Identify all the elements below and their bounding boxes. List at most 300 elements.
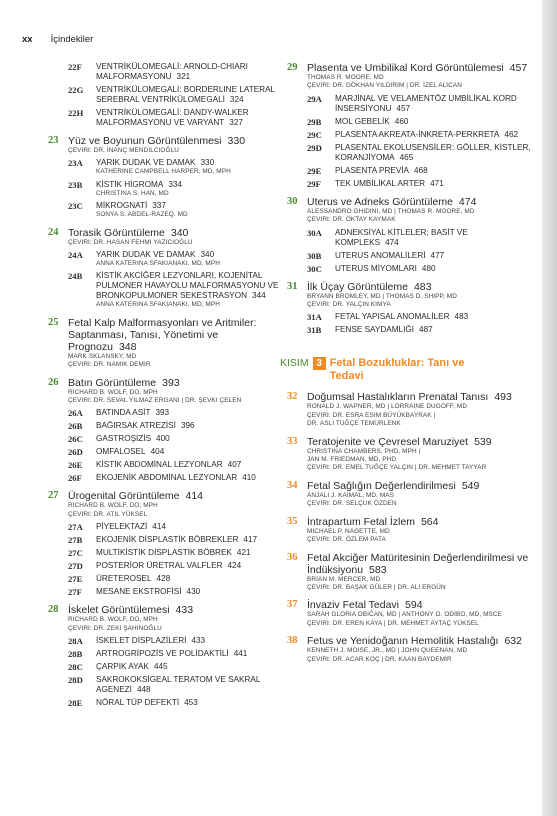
chapter-number-spacer xyxy=(48,62,68,128)
subchapter-author: SONYA S. ABDEL-RAZEQ, MD xyxy=(96,211,188,219)
subchapter-number: 27A xyxy=(68,522,83,533)
subchapter-number: 24B xyxy=(68,271,83,282)
subchapter-title: BAĞIRSAK ATREZİSİ 396 xyxy=(96,421,195,431)
chapter-entry xyxy=(48,490,288,597)
subchapter-title: ADNEKSİYAL KİTLELER; BASİT VE KOMPLEKS 474 xyxy=(335,227,468,247)
chapter-entry xyxy=(287,516,532,545)
subchapter-title: MİKROGNATİ 337 xyxy=(96,201,166,211)
chapter-title: Yüz ve Boyunun Görüntülenmesi 330 xyxy=(68,135,246,147)
subchapter-page: 477 xyxy=(430,250,445,260)
chapter-number: 33 xyxy=(287,435,298,447)
chapter-author: MICHAEL P. NAGETTE, MD xyxy=(307,527,390,535)
subchapter-page: 407 xyxy=(227,460,242,470)
chapter-number: 31 xyxy=(287,280,298,292)
subchapter-page: 487 xyxy=(419,325,433,335)
subchapter-entry xyxy=(68,62,288,82)
subchapter-title: BATINDA ASİT 393 xyxy=(96,408,170,418)
chapter-body xyxy=(307,635,532,664)
chapter-author: DR. ASLI TUĞÇE TEMÜRLENK xyxy=(307,420,401,428)
subchapter-entry xyxy=(68,250,288,268)
subchapter-page: 441 xyxy=(233,649,248,659)
subchapter-number: 29E xyxy=(307,165,322,176)
chapter-number: 30 xyxy=(287,195,298,207)
subchapter-title: PLASENTA PREVİA 468 xyxy=(335,165,428,175)
chapter-page: 340 xyxy=(170,226,189,239)
chapter-number: 28 xyxy=(48,604,59,616)
chapter-title: Doğumsal Hastalıkların Prenatal Tanısı 493 xyxy=(307,391,512,404)
chapter-body xyxy=(68,604,288,708)
chapter-page: 493 xyxy=(494,391,512,404)
page-header xyxy=(22,34,93,46)
subchapter-entry xyxy=(68,535,288,545)
chapter-author: ALESSANDRO GHIDINI, MD | THOMAS R. MOORE, MD xyxy=(307,207,475,215)
chapter-author: ANJALI J. KAIMAL, MD, MAS xyxy=(307,491,395,499)
subchapter-entry xyxy=(307,166,532,176)
chapter-number: 35 xyxy=(287,515,298,527)
subchapter-entry xyxy=(68,180,288,198)
subchapter-list xyxy=(68,250,288,310)
chapter-body xyxy=(307,516,532,545)
subchapter-page: 424 xyxy=(227,561,242,571)
subchapter-title: GASTROŞİZİS 400 xyxy=(96,434,170,444)
chapter-page: 539 xyxy=(474,435,492,448)
subchapter-entry xyxy=(68,636,288,646)
chapter-number: 34 xyxy=(287,479,298,491)
subchapter-author: ANNA KATERINA SFAKIANAKI, MD, MPH xyxy=(96,260,220,268)
chapter-page: 549 xyxy=(461,479,480,492)
subchapter-number: 27E xyxy=(68,574,83,585)
subchapter-number: 29B xyxy=(307,116,322,127)
subchapter-entry xyxy=(307,94,532,114)
chapter-title: Plasenta ve Umbilikal Kord Görüntülemesi 457 xyxy=(307,62,528,74)
subchapter-number: 23A xyxy=(68,158,83,169)
chapter-number: 29 xyxy=(287,62,298,73)
chapter-page: 393 xyxy=(162,376,180,389)
subchapter-body xyxy=(335,130,532,140)
subchapter-entry xyxy=(307,312,532,322)
subchapter-page: 344 xyxy=(252,291,266,301)
chapter-number: 25 xyxy=(48,316,59,328)
subchapter-body xyxy=(96,271,288,309)
chapter-author: ÇEVIRI: DR. İNANÇ MENDILCIOĞLU xyxy=(68,147,179,154)
chapter-title: Torasik Görüntüleme 340 xyxy=(68,226,189,239)
subchapter-page: 474 xyxy=(385,237,399,247)
subchapter-title: PLASENTA AKREATA-İNKRETA-PERKRETA 462 xyxy=(335,129,519,139)
subchapter-page: 453 xyxy=(184,698,198,708)
subchapter-number: 26B xyxy=(68,421,83,432)
chapter-page: 414 xyxy=(185,490,204,503)
subchapter-title: PİYELEKTAZİ 414 xyxy=(96,522,166,532)
subchapter-page: 410 xyxy=(242,473,256,483)
chapter-page: 474 xyxy=(458,195,477,208)
subchapter-body xyxy=(96,201,288,219)
chapter-title: Fetal Akciğer Matüritesinin Değerlendirilmesi ve İndüksiyonu 583 xyxy=(307,551,529,576)
chapter-page: 330 xyxy=(227,135,246,147)
chapter-number: 32 xyxy=(287,391,298,403)
chapter-author: THOMAS R. MOORE, MD xyxy=(307,74,384,81)
chapter-body xyxy=(307,436,532,473)
subchapter-body xyxy=(96,180,288,198)
chapter-author: KENNETH J. MOISE, JR., MD | JOHN QUEENAN, MD xyxy=(307,647,468,655)
chapter-title: İnvaziv Fetal Tedavi 594 xyxy=(307,599,423,612)
subchapter-title: TEK UMBİLİKAL ARTER 471 xyxy=(335,178,444,188)
subchapter-entry xyxy=(307,143,532,163)
chapter-number: 23 xyxy=(48,135,59,146)
chapter-title: Fetal Kalp Malformasyonları ve Aritmiler: Saptanması, Tanısı, Yönetimi ve Prognozu 348 xyxy=(68,316,257,353)
subchapter-body xyxy=(335,94,532,114)
subchapter-list xyxy=(68,408,288,483)
subchapter-title: MARJİNAL VE VELAMENTÖZ UMBİLİKAL KORD İNSERSİYONU 457 xyxy=(335,93,517,113)
subchapter-body xyxy=(96,548,288,558)
page-edge-shadow xyxy=(542,0,557,816)
subchapter-title: MOL GEBELİK 460 xyxy=(335,116,409,126)
chapter-author: ÇEVIRI: DR. SEVAL YILMAZ ERGANI | DR. ŞEVKI ÇELEN xyxy=(68,397,242,405)
subchapter-body xyxy=(96,574,288,584)
chapter-author: ÇEVIRI: DR. ESRA ESIM BÜYÜKBAYRAK | xyxy=(307,411,436,419)
subchapter-page: 483 xyxy=(454,312,469,322)
chapter-number: 38 xyxy=(287,635,298,647)
chapter-author: BRYANN BROMLEY, MD | THOMAS D. SHIPP, MD xyxy=(307,292,457,300)
subchapter-title: ARTROGRİPOZİS VE POLİDAKTİLİ 441 xyxy=(96,649,248,659)
subchapter-title: KİSTİK HİGROMA 334 xyxy=(96,179,182,189)
subchapter-body xyxy=(96,85,288,105)
subchapter-author: CHRISTINA S. HAN, MD xyxy=(96,189,169,197)
subchapter-body xyxy=(335,179,532,189)
chapter-title: Fetal Sağlığın Değerlendirilmesi 549 xyxy=(307,479,480,492)
chapter-author: BRIAN M. MERCER, MD xyxy=(307,575,381,583)
subchapter-entry xyxy=(68,434,288,444)
subchapter-entry xyxy=(68,271,288,309)
subchapter-number: 29C xyxy=(307,129,322,140)
subchapter-entry xyxy=(307,130,532,140)
chapter-title: Uterus ve Adneks Görüntüleme 474 xyxy=(307,195,477,208)
chapter-entry xyxy=(48,135,288,220)
part-number-badge: 3 xyxy=(313,357,326,370)
subchapter-body xyxy=(96,649,288,659)
subchapter-entry xyxy=(68,662,288,672)
subchapter-page: 433 xyxy=(191,636,206,646)
chapter-page: 348 xyxy=(118,340,137,353)
subchapter-entry xyxy=(307,117,532,127)
subchapter-number: 22F xyxy=(68,62,82,72)
subchapter-body xyxy=(96,421,288,431)
chapter-author: SARAH GLORIA OBIČAN, MD | ANTHONY O. ODIBO, MD, MSCE xyxy=(307,611,502,619)
subchapter-body xyxy=(335,166,532,176)
subchapter-title: ÜRETEROSEL 428 xyxy=(96,574,171,584)
subchapter-number: 26F xyxy=(68,473,82,484)
chapter-body xyxy=(68,135,288,220)
subchapter-entry xyxy=(68,675,288,695)
chapter-entry xyxy=(287,599,532,628)
chapter-title: Fetus ve Yenidoğanın Hemolitik Hastalığı 632 xyxy=(307,635,522,648)
chapter-entry xyxy=(48,377,288,484)
subchapter-entry xyxy=(68,649,288,659)
subchapter-entry xyxy=(68,108,288,128)
subchapter-list xyxy=(307,228,532,274)
subchapter-page: 393 xyxy=(155,408,170,418)
subchapter-body xyxy=(96,250,288,268)
chapter-page: 483 xyxy=(413,280,432,293)
subchapter-entry xyxy=(307,251,532,261)
chapter-entry xyxy=(287,196,532,274)
subchapter-number: 29D xyxy=(307,142,322,153)
subchapter-page: 334 xyxy=(168,179,182,189)
subchapter-page: 448 xyxy=(136,685,151,695)
subchapter-page: 396 xyxy=(180,421,195,431)
subchapter-entry xyxy=(68,473,288,483)
subchapter-body xyxy=(96,434,288,444)
chapter-title: İntrapartum Fetal İzlem 564 xyxy=(307,515,439,528)
subchapter-page: 462 xyxy=(504,129,519,139)
chapter-author: ÇEVIRI: DR. GÖKHAN YILDIRIM | DR. İZEL ALICAN xyxy=(307,82,462,90)
chapter-body xyxy=(307,196,532,274)
chapter-body xyxy=(68,317,288,370)
subchapter-body xyxy=(96,62,288,82)
subchapter-number: 31B xyxy=(307,325,322,336)
subchapter-number: 31A xyxy=(307,312,322,323)
chapter-author: JAN M. FRIEDMAN, MD, PHD xyxy=(307,456,397,464)
chapter-author: MARK SKLANSKY, MD xyxy=(68,352,137,360)
chapter-body xyxy=(307,281,532,336)
chapter-author: ÇEVIRI: DR. ATIL YÜKSEL xyxy=(68,510,148,518)
subchapter-entry xyxy=(68,522,288,532)
chapter-title: Ürogenital Görüntüleme 414 xyxy=(68,490,204,503)
subchapter-list xyxy=(307,312,532,335)
chapter-body xyxy=(307,391,532,428)
subchapter-title: FENSE SAYDAMLIĞI 487 xyxy=(335,325,433,335)
subchapter-number: 30B xyxy=(307,250,322,261)
subchapter-number: 27F xyxy=(68,587,82,598)
subchapter-title: VENTRİKÜLOMEGALİ: BORDERLINE LATERAL SEREBRAL VENTRİKÜLOMEGALİ 324 xyxy=(96,85,275,104)
subchapter-title: UTERUS ANOMALİLERİ 477 xyxy=(335,250,445,260)
subchapter-page: 337 xyxy=(152,201,166,211)
subchapter-page: 327 xyxy=(229,118,243,127)
chapter-title: İskelet Görüntülemesi 433 xyxy=(68,604,194,617)
subchapter-page: 430 xyxy=(186,587,201,597)
subchapter-body xyxy=(96,698,288,708)
chapter-entry xyxy=(287,635,532,664)
subchapter-title: KİSTİK AKCİĞER LEZYONLARI, KOJENİTAL PULMONER HAVAYOLU MALFORMASYONU VE BRONKOPULMONER SEKESTRASYON 344 xyxy=(96,271,279,301)
subchapter-title: POSTERİOR ÜRETRAL VALFLER 424 xyxy=(96,561,242,571)
subchapter-page: 414 xyxy=(152,522,166,532)
chapter-title: İlk Üçay Görüntüleme 483 xyxy=(307,280,432,293)
subchapter-number: 28D xyxy=(68,675,83,686)
subchapter-number: 28E xyxy=(68,698,83,709)
subchapter-title: EKOJENİK ABDOMİNAL LEZYONLAR 410 xyxy=(96,473,256,483)
chapter-page: 583 xyxy=(369,563,387,576)
chapter-author: ÇEVIRI: DR. ZEKI ŞAHINOĞLU xyxy=(68,624,162,632)
subchapter-number: 26E xyxy=(68,460,83,471)
subchapter-number: 26D xyxy=(68,447,83,458)
chapter-entry xyxy=(48,227,288,310)
subchapter-number: 27B xyxy=(68,535,83,546)
subchapter-number: 22H xyxy=(68,108,84,118)
subchapter-number: 27C xyxy=(68,548,83,559)
subchapter-body xyxy=(335,251,532,261)
chapter-page: 457 xyxy=(509,62,528,74)
chapter-page: 433 xyxy=(175,604,194,617)
subchapter-title: İSKELET DİSPLAZİLERİ 433 xyxy=(96,636,206,646)
subchapter-entry xyxy=(68,408,288,418)
chapter-author: RONALD J. WAPNER, MD | LORRAINE DUGOFF, MD xyxy=(307,403,468,411)
part-title: Fetal Bozukluklar: Tanı ve Tedavi xyxy=(329,357,465,383)
subchapter-title: EKOJENİK DİSPLASTİK BÖBREKLER 417 xyxy=(96,535,258,545)
subchapter-page: 468 xyxy=(414,165,428,175)
subchapter-number: 30C xyxy=(307,263,322,274)
chapter-body xyxy=(307,552,532,593)
subchapter-title: PLASENTAL EKOLUSENSİLER: GÖLLER, KİSTLER, KORANJİYOMA 465 xyxy=(335,142,531,162)
subchapter-body xyxy=(96,535,288,545)
subchapter-page: 428 xyxy=(156,574,171,584)
subchapter-page: 480 xyxy=(421,263,436,273)
subchapter-body xyxy=(96,636,288,646)
chapter-entry xyxy=(287,62,532,189)
part-label: KISIM xyxy=(280,357,309,370)
subchapter-title: VENTRİKÜLOMEGALİ: ARNOLD-CHIARI MALFORMASYONU 321 xyxy=(96,62,248,81)
subchapter-body xyxy=(96,662,288,672)
chapter-page: 564 xyxy=(420,515,439,528)
subchapter-number: 22G xyxy=(68,85,84,95)
subchapter-title: KİSTİK ABDOMİNAL LEZYONLAR 407 xyxy=(96,460,242,470)
subchapter-body xyxy=(96,158,288,176)
subchapter-entry xyxy=(307,325,532,335)
subchapter-title: VENTRİKÜLOMEGALİ: DANDY-WALKER MALFORMASYONU VE VARYANT 327 xyxy=(96,108,249,127)
subchapter-body xyxy=(96,460,288,470)
subchapter-page: 321 xyxy=(176,72,191,81)
subchapter-list xyxy=(68,158,288,219)
subchapter-entry xyxy=(68,561,288,571)
subchapter-entry xyxy=(307,179,532,189)
subchapter-body xyxy=(96,473,288,483)
subchapter-title: YARIK DUDAK VE DAMAK 340 xyxy=(96,250,215,260)
subchapter-body xyxy=(335,312,532,322)
chapter-author: ÇEVIRI: DR. SELÇUK ÖZDEN xyxy=(307,500,397,508)
chapter-number: 37 xyxy=(287,599,298,611)
chapter-entry xyxy=(287,436,532,473)
subchapter-page: 457 xyxy=(396,103,411,113)
subchapter-number: 28A xyxy=(68,636,83,647)
subchapter-number: 26A xyxy=(68,408,83,419)
subchapter-entry xyxy=(68,548,288,558)
subchapter-entry xyxy=(68,158,288,176)
chapter-number: 27 xyxy=(48,490,59,502)
subchapter-page: 417 xyxy=(243,535,258,545)
subchapter-number: 23B xyxy=(68,179,83,190)
chapter-author: ÇEVIRI: DR. OKTAY KAYMAK xyxy=(307,216,396,224)
subchapter-body xyxy=(96,408,288,418)
chapter-author: ÇEVIRI: DR. EMEL TUĞÇE YALÇIN | DR. MEHMET TAYYAR xyxy=(307,464,487,472)
subchapter-entry xyxy=(68,587,288,597)
chapter-number: 36 xyxy=(287,551,298,563)
subchapter-title: NÖRAL TÜP DEFEKTİ 453 xyxy=(96,698,198,708)
chapter-page: 594 xyxy=(405,599,423,612)
chapter-author: ÇEVIRI: DR. ACAR KOÇ | DR. KAAN BAYDEMIR xyxy=(307,655,452,663)
subchapter-number: 30A xyxy=(307,227,322,238)
continued-subchapters xyxy=(48,62,288,128)
subchapter-body xyxy=(96,587,288,597)
toc-right-column xyxy=(280,62,532,664)
page-header-title: İçindekiler xyxy=(50,34,94,45)
subchapter-entry xyxy=(307,228,532,248)
chapter-entry xyxy=(287,552,532,593)
subchapter-entry xyxy=(68,460,288,470)
chapter-entry xyxy=(48,604,288,708)
chapter-body xyxy=(68,377,288,484)
subchapter-number: 29F xyxy=(307,178,321,189)
subchapter-title: OMFALOSEL 404 xyxy=(96,447,165,457)
chapter-author: RICHARD B. WOLF, DO, MPH xyxy=(68,388,158,396)
subchapter-body xyxy=(96,447,288,457)
chapter-body xyxy=(307,480,532,509)
subchapter-entry xyxy=(307,264,532,274)
subchapter-number: 23C xyxy=(68,201,83,212)
chapter-author: ÇEVIRI: DR. NAMIK DEMIR xyxy=(68,361,151,369)
subchapter-entry xyxy=(68,421,288,431)
subchapter-author: KATHERINE CAMPBELL HARPER, MD, MPH xyxy=(96,168,231,176)
subchapter-entry xyxy=(68,447,288,457)
chapter-entry xyxy=(287,391,532,428)
chapter-number: 24 xyxy=(48,226,59,238)
subchapter-body xyxy=(335,264,532,274)
subchapter-list xyxy=(68,636,288,708)
chapter-title: Batın Görüntüleme 393 xyxy=(68,376,180,389)
subchapter-body xyxy=(335,143,532,163)
subchapter-entry xyxy=(68,574,288,584)
subchapter-page: 400 xyxy=(156,434,170,444)
subchapter-page: 445 xyxy=(153,662,168,672)
chapter-entry xyxy=(287,480,532,509)
subchapter-page: 404 xyxy=(150,447,165,457)
subchapter-page: 465 xyxy=(399,152,414,162)
chapter-body xyxy=(307,599,532,628)
subchapter-number: 29A xyxy=(307,93,322,104)
chapter-author: RICHARD B. WOLF, DO, MPH xyxy=(68,502,158,510)
continued-body xyxy=(68,62,288,128)
toc-left-column xyxy=(48,62,288,708)
subchapter-body xyxy=(335,228,532,248)
chapter-author: ÇEVIRI: DR. ÖZLEM PATA xyxy=(307,536,386,544)
chapter-author: ÇEVIRI: DR. BAŞAK GÜLER | DR. ALI ERGÜN xyxy=(307,583,446,591)
chapter-body xyxy=(68,227,288,310)
subchapter-title: MULTİKİSTİK DİSPLASTİK BÖBREK 421 xyxy=(96,548,251,558)
chapter-body xyxy=(68,490,288,597)
part-heading xyxy=(280,357,532,383)
chapter-author: ÇEVIRI: DR. EREN KAYA | DR. MEHMET AYTAÇ YÜKSEL xyxy=(307,619,479,627)
subchapter-number: 28B xyxy=(68,649,83,660)
subchapter-number: 28C xyxy=(68,662,83,673)
chapter-page: 632 xyxy=(504,635,522,648)
subchapter-list xyxy=(68,522,288,597)
chapter-author: ÇEVIRI: DR. HASAN FEHMI YAZICIOĞLU xyxy=(68,238,193,246)
subchapter-number: 26C xyxy=(68,434,83,445)
subchapter-title: ÇARPIK AYAK 445 xyxy=(96,662,168,672)
subchapter-body xyxy=(335,325,532,335)
subchapter-title: MESANE EKSTROFİSİ 430 xyxy=(96,587,201,597)
subchapter-title: SAKROKOKSİGEAL TERATOM VE SAKRAL AGENEZİ 448 xyxy=(96,675,261,695)
subchapter-page: 324 xyxy=(229,95,244,104)
subchapter-page: 460 xyxy=(394,116,409,126)
chapter-title: Teratojenite ve Çevresel Maruziyet 539 xyxy=(307,435,492,448)
subchapter-page: 471 xyxy=(430,178,444,188)
subchapter-page: 330 xyxy=(200,158,215,168)
subchapter-title: YARIK DUDAK VE DAMAK 330 xyxy=(96,158,215,168)
chapter-number: 26 xyxy=(48,376,59,388)
subchapter-title: FETAL YAPISAL ANOMALİLER 483 xyxy=(335,312,469,322)
subchapter-number: 27D xyxy=(68,561,83,572)
chapter-author: ÇEVIRI: DR. YALÇIN KIMYA xyxy=(307,301,391,309)
subchapter-body xyxy=(96,561,288,571)
subchapter-page: 340 xyxy=(200,250,215,260)
